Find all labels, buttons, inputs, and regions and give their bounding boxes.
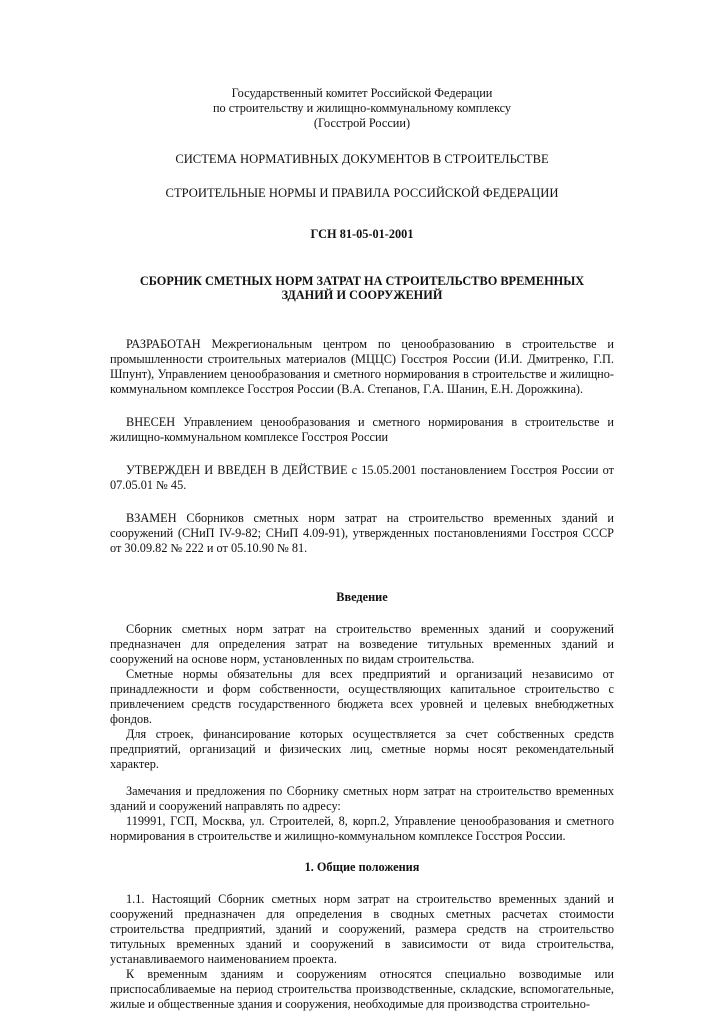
document-code: ГСН 81-05-01-2001	[310, 227, 414, 241]
introduction-paragraph: Замечания и предложения по Сборнику сметных норм затрат на строительство временных зданий и сооружений направлять по адресу:	[110, 784, 614, 813]
introduced-paragraph: ВНЕСЕН Управлением ценообразования и сметного нормирования в строительстве и жилищно-коммунальном комплексе Госстроя России	[110, 415, 614, 444]
section-1-heading: 1. Общие положения	[304, 860, 420, 874]
document-title	[110, 274, 614, 302]
issuer-line-3: (Госстрой России)	[313, 116, 411, 130]
issuer-line-1: Государственный комитет Российской Федерации	[231, 86, 493, 100]
system-title: СИСТЕМА НОРМАТИВНЫХ ДОКУМЕНТОВ В СТРОИТЕЛЬСТВЕ	[175, 152, 549, 166]
introduction-paragraph: Сборник сметных норм затрат на строительство временных зданий и сооружений предназначен для определения затрат на возведение титульных временных зданий и сооружений на основе норм, установленных по видам строительства.	[110, 622, 614, 666]
replaces-paragraph: ВЗАМЕН Сборников сметных норм затрат на строительство временных зданий и сооружений (СНиП IV-9-82; СНиП 4.09-91), утвержденных постановлениями Госстроя СССР от 30.09.82 № 222 и от 05.10.90 № 81.	[110, 511, 614, 555]
introduction-paragraph: Сметные нормы обязательны для всех предприятий и организаций независимо от принадлежности и форм собственности, осуществляющих капитальное строительство с привлечением средств государственного бюджета всех уровней и целевых внебюджетных фондов.	[110, 667, 614, 726]
introduction-heading: Введение	[336, 590, 388, 604]
introduction-paragraph: Для строек, финансирование которых осуществляется за счет собственных средств предприятий, организаций и физических лиц, сметные нормы носят рекомендательный характер.	[110, 727, 614, 771]
section-1-paragraph: 1.1. Настоящий Сборник сметных норм затрат на строительство временных зданий и сооружений предназначен для определения в сводных сметных расчетах стоимости строительства предприятий, зданий и сооружений, размера средств на строительство титульных временных зданий и сооружений в зависимости от вида строительства, устанавливаемого наименованием проекта.	[110, 892, 614, 966]
document-title-line-2: ЗДАНИЙ И СООРУЖЕНИЙ	[281, 288, 443, 302]
address-paragraph: 119991, ГСП, Москва, ул. Строителей, 8, корп.2, Управление ценообразования и сметного нормирования в строительстве и жилищно-коммунальном комплексе Госстроя России.	[110, 814, 614, 843]
developed-paragraph: РАЗРАБОТАН Межрегиональным центром по ценообразованию в строительстве и промышленности строительных материалов (МЦЦС) Госстроя России (И.И. Дмитренко, Г.П. Шпунт), Управлением ценообразования и сметного нормирования в строительстве и жилищно-коммунальном комплексе Госстроя России (В.А. Степанов, Г.А. Шанин, Е.Н. Дорожкина).	[110, 337, 614, 396]
section-1-paragraph: К временным зданиям и сооружениям относятся специально возводимые или приспосабливаемые на период строительства производственные, складские, вспомогательные, жилые и общественные здания и сооружения, необходимые для производства строительно-	[110, 967, 614, 1011]
rules-title: СТРОИТЕЛЬНЫЕ НОРМЫ И ПРАВИЛА РОССИЙСКОЙ ФЕДЕРАЦИИ	[165, 186, 559, 200]
issuer-line-2: по строительству и жилищно-коммунальному комплексу	[212, 101, 512, 115]
document-title-line-1: СБОРНИК СМЕТНЫХ НОРМ ЗАТРАТ НА СТРОИТЕЛЬСТВО ВРЕМЕННЫХ	[139, 274, 585, 288]
issuer-header	[110, 86, 614, 131]
section-1-body	[110, 892, 614, 1012]
introduction-body	[110, 622, 614, 844]
approved-paragraph: УТВЕРЖДЕН И ВВЕДЕН В ДЕЙСТВИЕ с 15.05.2001 постановлением Госстроя России от 07.05.01 № 45.	[110, 463, 614, 492]
